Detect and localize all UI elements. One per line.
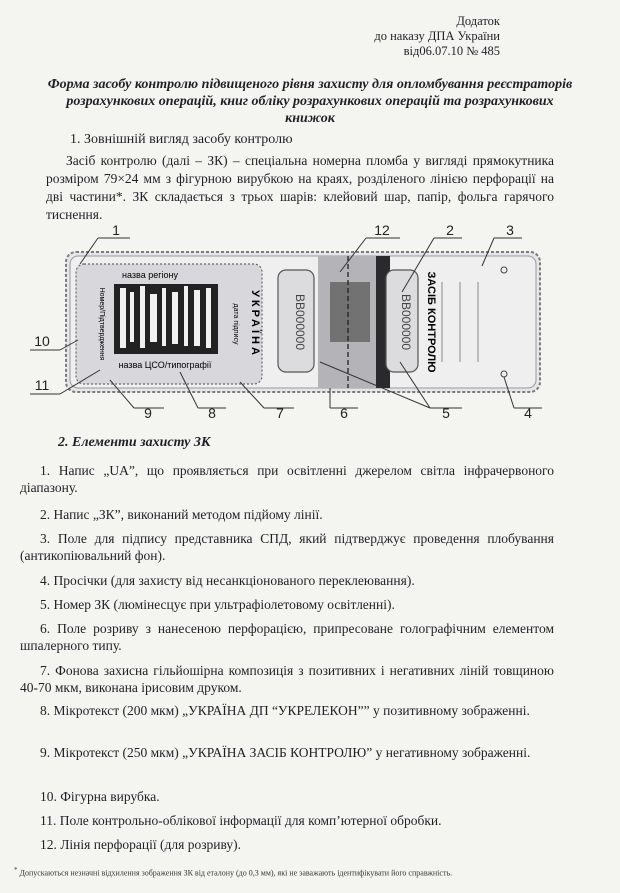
item-6: 6. Поле розриву з нанесеною перфорацією, припресоване голографічним елементом шпалерного типу. xyxy=(20,621,554,653)
ukraina-vertical: УКРАЇНА xyxy=(249,290,261,358)
appendix-header xyxy=(374,14,500,59)
item-4: 4. Просічки (для захисту від несанкціонованого переклеювання). xyxy=(40,573,415,588)
callout-4: 4 xyxy=(524,405,532,421)
callout-5: 5 xyxy=(442,405,450,421)
appendix-line-3: від06.07.10 № 485 xyxy=(403,44,500,58)
footnote: * Допускаються незначні відхилення зображення ЗК від еталону (до 0,3 мм), які не заважають ідентифікувати його справжність. xyxy=(14,866,453,878)
callout-7: 7 xyxy=(276,405,284,421)
item-11: 11. Поле контрольно-облікової інформації для комп’ютерної обробки. xyxy=(40,813,442,828)
appendix-line-1: Додаток xyxy=(456,14,500,28)
cso-label: назва ЦСО/типографії xyxy=(118,360,212,370)
item-1: 1. Напис „UA”, що проявляється при освітленні джерелом світла інфрачервоного діапазону. xyxy=(20,463,554,495)
item-8: 8. Мікротекст (200 мкм) „УКРАЇНА ДП “УКРЕЛЕКОН”” у позитивному зображенні. xyxy=(40,703,530,718)
callout-8: 8 xyxy=(208,405,216,421)
item-10: 10. Фігурна вирубка. xyxy=(40,789,160,804)
item-5: 5. Номер ЗК (люмінесцує при ультрафіолетовому освітленні). xyxy=(40,597,395,612)
section-1-text: Засіб контролю (далі – ЗК) – спеціальна номерна пломба у вигляді прямокутника розміром 79×24 мм з фігурною вирубкою на краях, розділеного лінією перфорації на дві частини*. ЗК складається з трьох шарів: клейовий шар, папір, фольга гарячого тиснення. xyxy=(46,153,554,222)
seal-figure xyxy=(30,222,590,422)
section-2-heading: 2. Елементи захисту ЗК xyxy=(58,435,211,450)
callout-9: 9 xyxy=(144,405,152,421)
appendix-line-2: до наказу ДПА України xyxy=(374,29,500,43)
zasib-kontrolyu-label: ЗАСІБ КОНТРОЛЮ xyxy=(425,271,437,373)
item-9: 9. Мікротекст (250 мкм) „УКРАЇНА ЗАСІБ КОНТРОЛЮ” у негативному зображенні. xyxy=(40,745,531,760)
callout-12: 12 xyxy=(374,222,390,238)
callout-3: 3 xyxy=(506,222,514,238)
seal-number-right: BB000000 xyxy=(399,293,413,351)
callout-6: 6 xyxy=(340,405,348,421)
item-3: 3. Поле для підпису представника СПД, який підтверджує проведення плобування (антикопіювальний фон). xyxy=(20,531,554,563)
item-2: 2. Напис „ЗК”, виконаний методом підйому лінії. xyxy=(40,507,323,522)
callout-11: 11 xyxy=(34,377,50,393)
footnote-text: Допускаються незначні відхилення зображення ЗК від еталону (до 0,3 мм), які не заважають ідентифікувати його справжність. xyxy=(19,868,453,878)
sign-date-label: дата підпису xyxy=(232,303,239,345)
document-title: Форма засобу контролю підвищеного рівня захисту для опломбування реєстраторів розрахункових операцій, книг обліку розрахункових операцій та розрахункових книжок xyxy=(47,77,573,126)
section-1-heading: 1. Зовнішній вигляд засобу контролю xyxy=(70,132,293,147)
callout-2: 2 xyxy=(446,222,454,238)
item-7: 7. Фонова захисна гільйошірна композиція з позитивних і негативних ліній товщиною 40-70 мкм, виконана ірисовим друком. xyxy=(20,663,554,695)
region-label: назва регіону xyxy=(122,270,178,280)
vertical-left-label: Номер/Підтвердження xyxy=(98,287,105,361)
seal-number-left: BB000000 xyxy=(293,293,307,351)
callout-10: 10 xyxy=(34,333,50,349)
callout-1: 1 xyxy=(112,222,120,238)
item-12: 12. Лінія перфорації (для розриву). xyxy=(40,837,242,852)
